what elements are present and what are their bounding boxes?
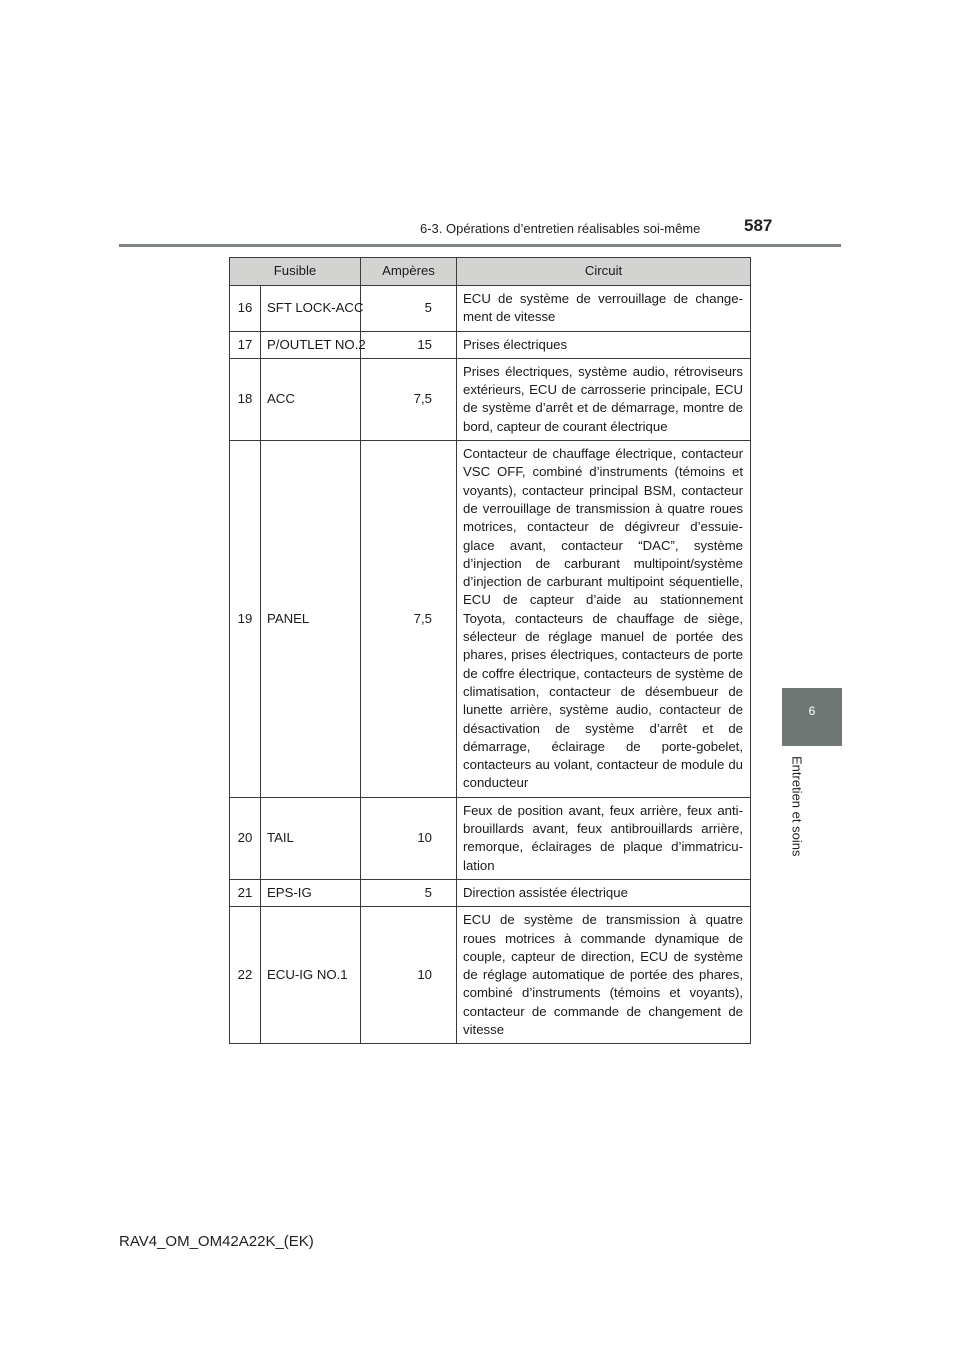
table-row: [230, 907, 751, 1044]
fuse-table: [229, 257, 751, 1044]
fuse-name: ECU-IG NO.1: [261, 907, 361, 1044]
fuse-number: 19: [230, 441, 261, 798]
fuse-amperes: 7,5: [361, 358, 457, 440]
chapter-tab: [782, 688, 842, 746]
fuse-circuit: Prises électriques, système audio, rétroviseurs extérieurs, ECU de carrosserie principale, ECU de système d’arrêt et de démarrage, montre de bord, capteur de courant électrique: [457, 358, 751, 440]
fuse-name: TAIL: [261, 797, 361, 879]
table-row: [230, 331, 751, 358]
fuse-amperes: 15: [361, 331, 457, 358]
fuse-amperes: 7,5: [361, 441, 457, 798]
fuse-circuit: ECU de système de transmission à quatre roues motrices à commande dynamique de couple, capteur de direction, ECU de système de réglage automatique de portée des phares, combiné d’instruments (témoins et voyants), contacteur de commande de changement de vitesse: [457, 907, 751, 1044]
fuse-name: P/OUTLET NO.2: [261, 331, 361, 358]
page-number: 587: [744, 216, 773, 235]
table-row: [230, 286, 751, 332]
fuse-circuit: Contacteur de chauffage électrique, contacteur VSC OFF, combiné d’instruments (témoins et voyants), contacteur principal BSM, contacteur de verrouillage de transmission à quatre roues motrices, contacteur de dégivreur d’essuie-glace avant, contacteur “DAC”, système d’injection de carburant multipoint/système d’injection de carburant multipoint séquentielle, ECU de capteur d’aide au stationnement Toyota, contacteurs de chauffage de siège, sélecteur de réglage manuel de portée des phares, prises électriques, contacteurs de porte de coffre électrique, contacteurs de système de climatisation, contacteur de désembueur de lunette arrière, système audio, contacteur de désactivation de système d’arrêt et de démarrage, éclairage de porte-gobelet, contacteurs au volant, contacteur de module du conducteur: [457, 441, 751, 798]
header-amperes: Ampères: [361, 258, 457, 286]
chapter-number: 6: [808, 704, 816, 718]
fuse-number: 22: [230, 907, 261, 1044]
fuse-name: SFT LOCK-ACC: [261, 286, 361, 332]
chapter-label: Entretien et soins: [789, 756, 805, 857]
fuse-amperes: 10: [361, 797, 457, 879]
fuse-name: ACC: [261, 358, 361, 440]
table-row: [230, 797, 751, 879]
table-row: [230, 358, 751, 440]
fuse-name: PANEL: [261, 441, 361, 798]
fuse-amperes: 5: [361, 286, 457, 332]
table-header-row: [230, 258, 751, 286]
header-circuit: Circuit: [457, 258, 751, 286]
fuse-number: 20: [230, 797, 261, 879]
header-section-title: 6-3. Opérations d’entretien réalisables soi-même: [420, 221, 701, 236]
table-row: [230, 441, 751, 798]
fuse-number: 21: [230, 879, 261, 906]
fuse-number: 17: [230, 331, 261, 358]
fuse-name: EPS-IG: [261, 879, 361, 906]
fuse-circuit: ECU de système de verrouillage de changement de vitesse: [457, 286, 751, 332]
fuse-circuit: Prises électriques: [457, 331, 751, 358]
document-code: RAV4_OM_OM42A22K_(EK): [119, 1233, 314, 1250]
header-fuse: Fusible: [230, 258, 361, 286]
fuse-amperes: 10: [361, 907, 457, 1044]
fuse-number: 18: [230, 358, 261, 440]
fuse-amperes: 5: [361, 879, 457, 906]
fuse-circuit: Direction assistée électrique: [457, 879, 751, 906]
table-row: [230, 879, 751, 906]
fuse-number: 16: [230, 286, 261, 332]
fuse-circuit: Feux de position avant, feux arrière, feux antibrouillards avant, feux antibrouillards arrière, remorque, éclairages de plaque d’immatriculation: [457, 797, 751, 879]
header-divider: [119, 244, 841, 247]
